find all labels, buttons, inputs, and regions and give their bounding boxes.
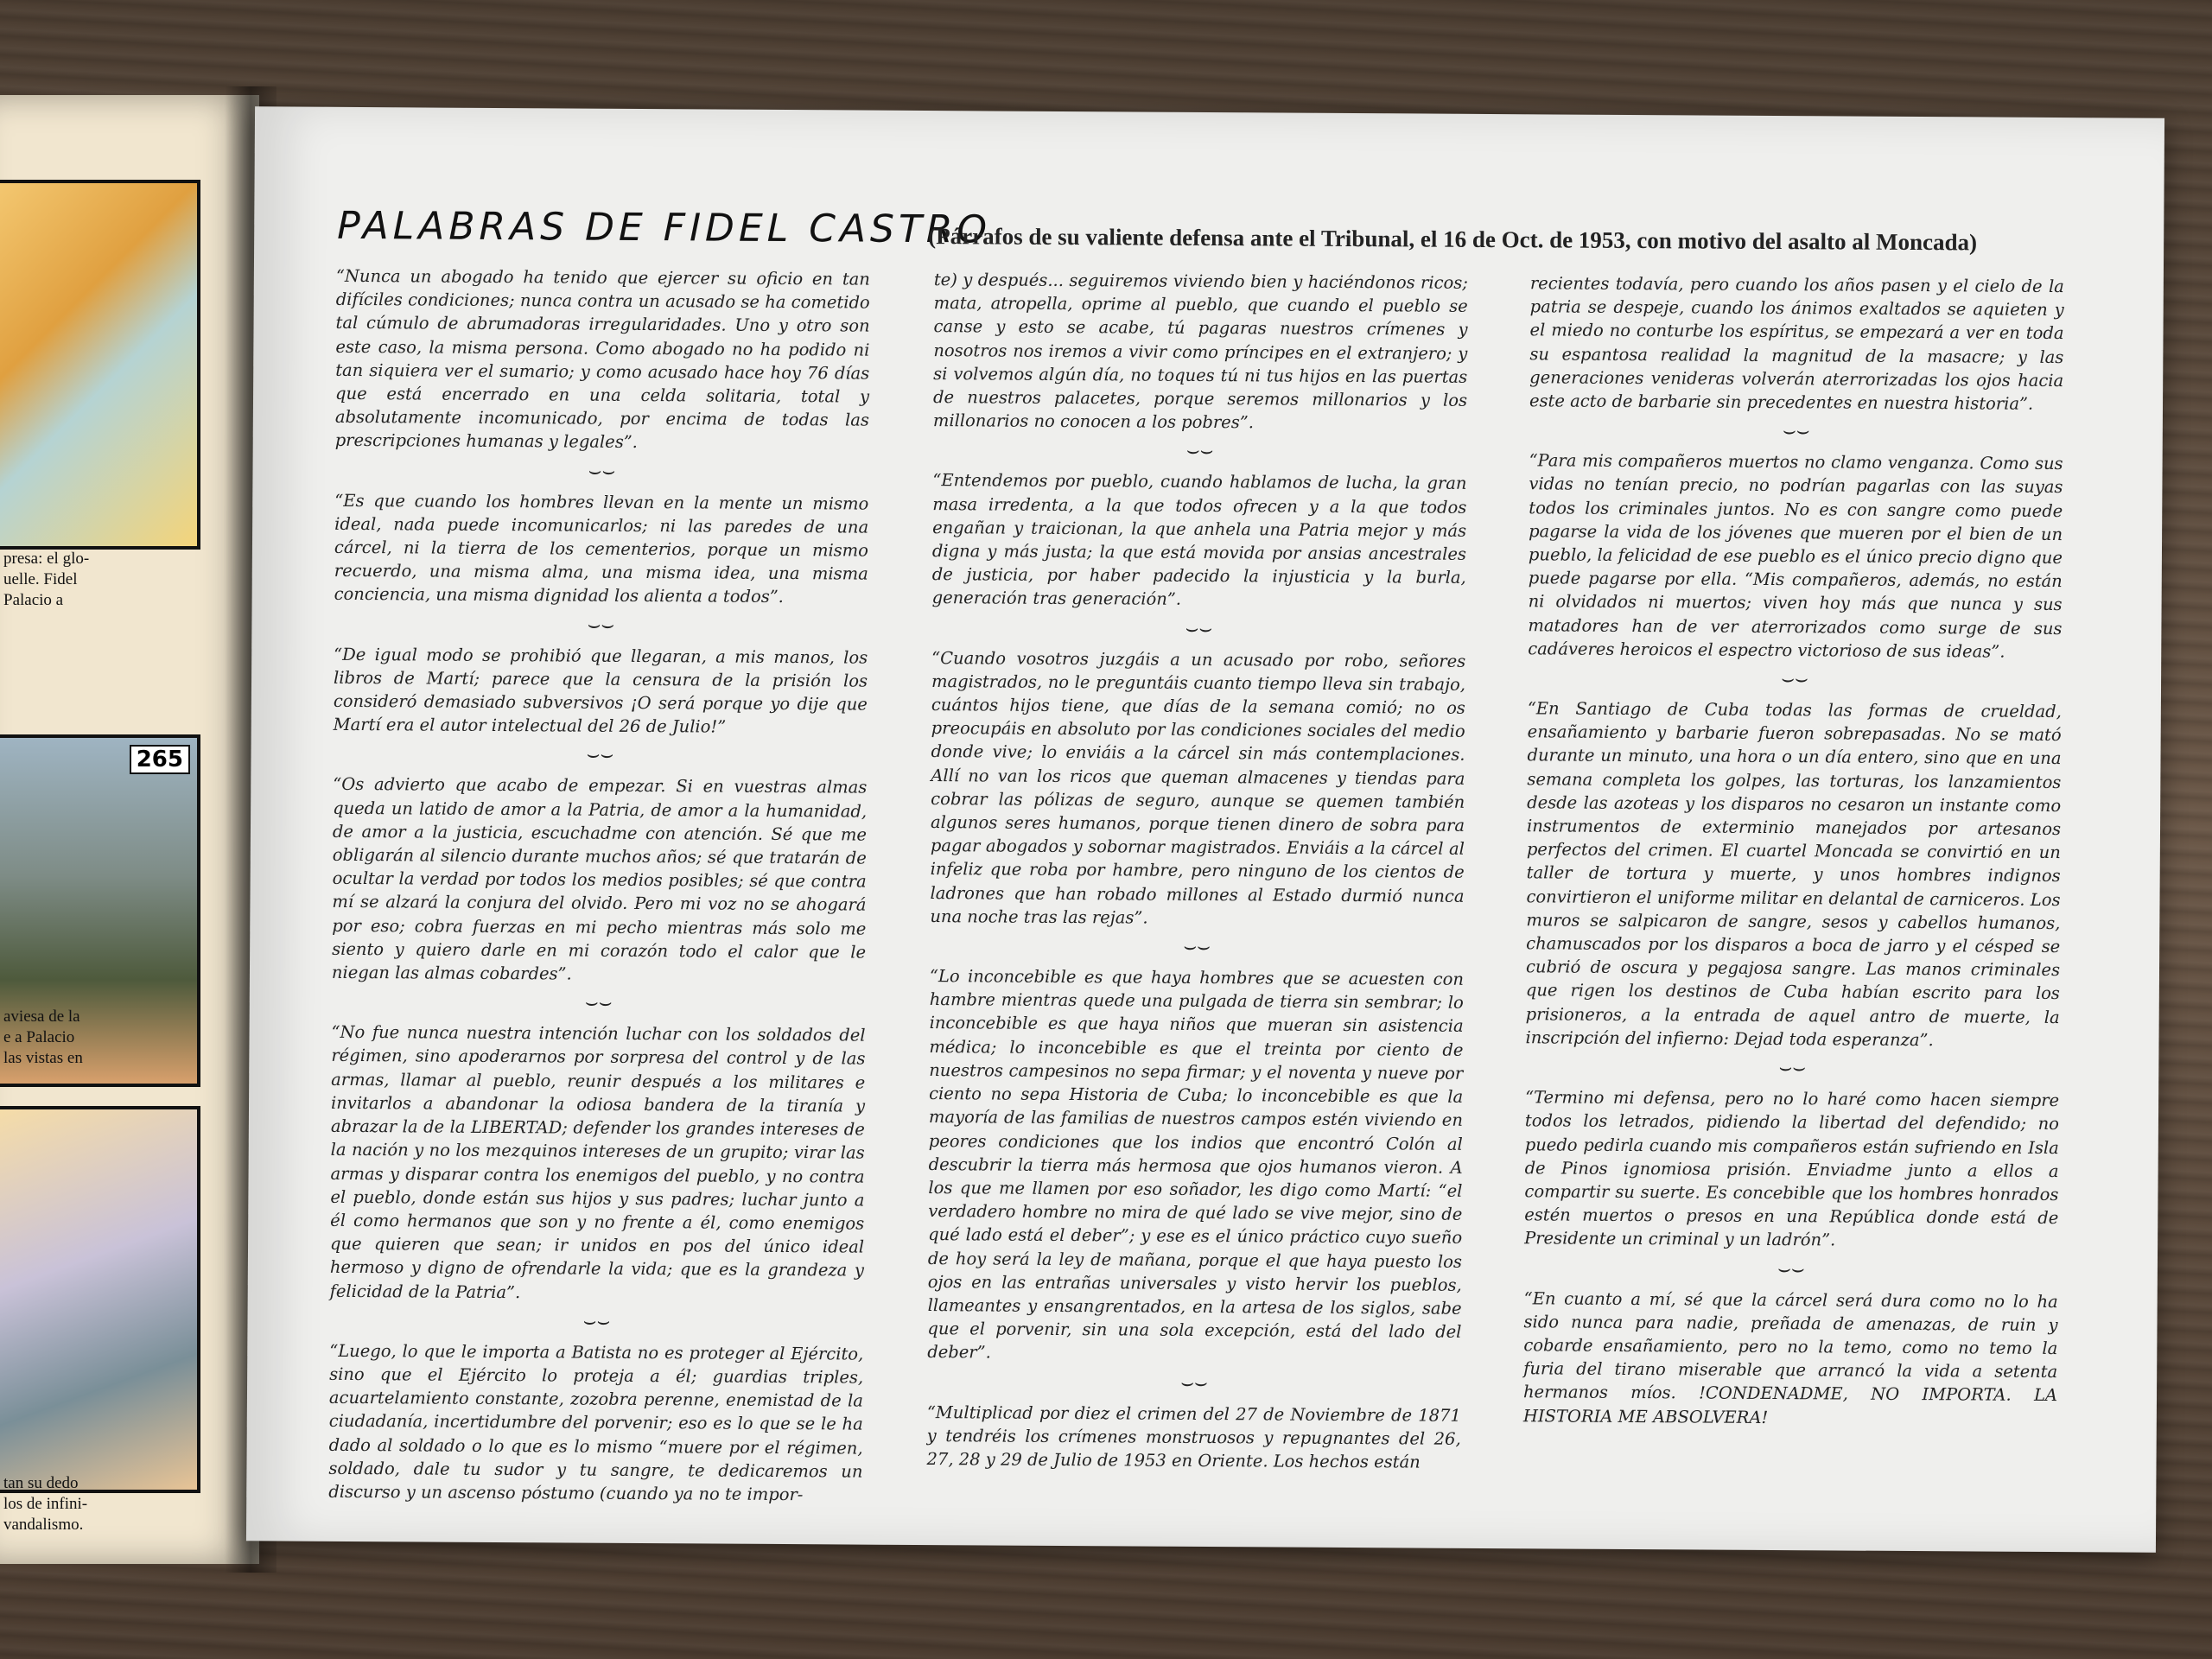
paragraph: te) y después... seguiremos viviendo bien y haciéndonos ricos; mata, atropella, oprime al pueblo, que cuando el pueblo se canse y esto se acabe, tú pagaras nuestros crímenes y nosotros nos iremos a vivir como príncipes en el extranjero; y si volvemos algún día, no toques tú ni tus hijos en las puertas de nuestros palacetes, porque seremos millonarios y los millonarios no conocen a los pobres”. <box>932 270 1468 433</box>
separator-icon: ⌣⌣ <box>1778 1055 1807 1080</box>
separator-icon: ⌣⌣ <box>587 612 615 637</box>
paragraph: “Nunca un abogado ha tenido que ejercer su oficio en tan difíciles condiciones; nunca contra un acusado se ha cometido tal cúmulo de abrumadoras irregularidades. Uno y otro son este caso, la misma persona. Como abogado no ha podido ni tan siquiera ver el sumario; y como acusado hace hoy 76 días que está encerrado en una celda solitaria, total y absolutamente incomunicado, por encima de todas las prescripciones humanas y legales”. <box>334 265 870 453</box>
paragraph: “Luego, lo que le importa a Batista no es proteger al Ejército, sino que el Ejército lo proteja a él; guardias triples, acuartelamiento constante, zozobra perenne, enemistad de la ciudadanía, incertidumbre del porvenir; eso es lo que se le ha dado al soldado o lo que es lo mismo “muere por el régimen, soldado, dale tu sudor y tu sangre, te dedicaremos un discurso y un ascenso póstumo (cuando ya no te impor- <box>328 1340 864 1505</box>
paragraph: “En Santiago de Cuba todas las formas de crueldad, ensañamiento y barbarie fueron sobrepasadas. No se mató durante un minuto, una hora o un día entero, sino que en una semana completa los golpes, las torturas, los lanzamientos desde las azoteas y los disparos no cesaron un instante como instrumentos de exterminio manejados por artesanos perfectos del crimen. El cuartel Moncada se convirtió en un taller de tortura y muerte, y unos hombres indignos convirtieron el uniforme militar en delantal de carniceros. Los muros se salpicaron de sangre, sesos y cabellos humanos, chamuscados por los disparos a boca de jarro y el césped se cubrió de oscura y pegajosa sangre. Las manos criminales que rigen los destinos de Cuba habían escrito para los prisioneros, a la entrada de aquel antro de muerte, la inscripción del infierno: Dejad toda esperanza”. <box>1525 698 2062 1051</box>
comic-panel-3 <box>0 1106 200 1493</box>
text-column-3 <box>1523 271 2064 1430</box>
paragraph: “Cuando vosotros juzgáis a un acusado por robo, señores magistrados, no le preguntáis cuanto tiempo lleva sin trabajo, cuántos hijos tiene, que días de la semana comió; no os preocupáis en absoluto por las condiciones sociales del medio donde vive; lo enviáis a la cárcel sin más contemplaciones. Allí no van los ricos que queman almacenes y tiendas para cobrar las pólizas de seguro, aunque se quemen también algunos seres humanos, porque tienen dinero de sobra para pagar abogados y sobornar magistrados. Enviáis a la cárcel al infeliz que roba por hambre, pero ninguno de los cientos de ladrones que han robado millones al Estado durmió nunca una noche tras las rejas”. <box>930 647 1466 928</box>
paragraph: “Os advierto que acabo de empezar. Si en vuestras almas queda un latido de amor a la Patria, de amor a la humanidad, de amor a la justicia, escuchadme con atención. Sé que me obligarán al silencio durante muchos años; sé que tratarán de ocultar la verdad por todos los medios posibles; sé que contra mí se alzará la conjura del olvido. Pero mi voz no se ahogará por eso; cobra fuerzas en mi pecho mientras más solo me siento y quiero darle en mi corazón todo el calor que le niegan las almas cobardes”. <box>331 774 868 984</box>
paragraph: “De igual modo se prohibió que llegaran, a mis manos, los libros de Martí; parece que la censura de la prisión los consideró demasiado subversivos ¡O será porque yo dije que Martí era el autor intelectual del 26 de Julio!” <box>333 644 868 737</box>
document-page <box>246 106 2164 1552</box>
separator-icon: ⌣⌣ <box>1183 933 1211 959</box>
comic-panel-1 <box>0 180 200 550</box>
paragraph: “Es que cuando los hombres llevan en la mente un mismo ideal, nada puede incomunicarlos; ni las paredes de una cárcel, ni la tierra de los cementerios, porque un mismo recuerdo, una misma alma, una misma idea, una misma conciencia, una misma dignidad los alienta a todos”. <box>334 490 869 607</box>
paragraph: “Multiplicad por diez el crimen del 27 de Noviembre de 1871 y tendréis los crímenes monstruosos y repugnantes del 26, 27, 28 y 29 de Julio de 1953 en Oriente. Los hechos están <box>926 1402 1461 1472</box>
separator-icon: ⌣⌣ <box>1180 1370 1208 1395</box>
panel-number: 265 <box>130 745 190 774</box>
comic-caption-2: aviesa de la e a Palacio las vistas en <box>3 1007 83 1067</box>
separator-icon: ⌣⌣ <box>1777 1255 1805 1281</box>
separator-icon: ⌣⌣ <box>1185 438 1214 463</box>
separator-icon: ⌣⌣ <box>1185 615 1213 640</box>
separator-icon: ⌣⌣ <box>586 742 614 767</box>
paragraph: “En cuanto a mí, sé que la cárcel será dura como no lo ha sido nunca para nadie, preñada de amenazas, de ruin y cobarde ensañamiento, pero no la temo, como no temo la furia del tirano miserable que arrancó la vida a setenta hermanos míos. !CONDENADME, NO IMPORTA. LA HISTORIA ME ABSOLVERA! <box>1522 1287 2058 1427</box>
separator-icon: ⌣⌣ <box>582 1308 611 1333</box>
paragraph: “Entendemos por pueblo, cuando hablamos de lucha, la gran masa irredenta, a la que todos ofrecen y a la que todos engañan y traicionan, la que anhela una Patria mejor y más digna y más justa; la que está movida por ansias ancestrales de justicia, por haber padecido la injusticia y la burla, generación tras generación”. <box>931 470 1467 610</box>
comic-caption-3: tan su dedo los de infini- vandalismo. <box>3 1474 88 1534</box>
separator-icon: ⌣⌣ <box>1782 418 1810 443</box>
paragraph: “No fue nunca nuestra intención luchar con los soldados del régimen, sino apoderarnos por sorpresa del control y de las armas, llamar al pueblo, reunir después a los militares e invitarlos a abandonar la odiosa bandera de la tiranía y abrazar la de la LIBERTAD; defender los grandes intereses de la nación y no los mezquinos intereses de un grupito; virar las armas y disparar contra los enemigos del pueblo, y no contra el pueblo, donde están sus hijos y sus padres; luchar junto a él como hermanos que son y no frente a él, como enemigos que quieren que sean; ir unidos en pos del único ideal hermoso y digno de ofrendarle la vida; que es la grandeza y felicidad de la Patria”. <box>329 1022 866 1302</box>
page-subtitle: (Párrafos de su valiente defensa ante el Tribunal, el 16 de Oct. de 1953, con motivo del asalto al Moncada) <box>928 223 1978 256</box>
paragraph: recientes todavía, pero cuando los años pasen y el cielo de la patria se despeje, cuando los ánimos exaltados se aquieten y el miedo no conturbe los espíritus, se empezará a ver en toda su espantosa realidad la magnitud de la masacre; y las generaciones venideras volverán aterrorizadas los ojos hacia este acto de barbarie sin precedentes en nuestra historia”. <box>1529 273 2064 414</box>
comic-caption-1: presa: el glo- uelle. Fidel Palacio a <box>3 550 90 609</box>
text-column-2 <box>926 268 1467 1474</box>
separator-icon: ⌣⌣ <box>584 989 613 1015</box>
text-column-1 <box>328 264 870 1507</box>
separator-icon: ⌣⌣ <box>1781 666 1808 691</box>
paragraph: “Lo inconcebible es que haya hombres que se acuesten con hambre mientras quede una pulgada de tierra sin sembrar; lo inconcebible es que haya niños que mueran sin asistencia médica; lo inconcebible es que el treinta por ciento de nuestros campesinos no sepa firmar; y el noventa y nueve por ciento no sepa Historia de Cuba; lo inconcebible es que la mayoría de las familias de nuestros campos estén viviendo en peores condiciones que los indios que encontró Colón al descubrir la tierra más hermosa que ojos humanos vieron. A los que me llamen por eso soñador, les digo como Martí: “el verdadero hombre no mira de qué lado se vive mejor, sino de qué lado está el deber”; y ese es el único práctico cuyo sueño de hoy será la ley de mañana, porque el que haya puesto los ojos en las entrañas universales y visto hervir los pueblos, llameantes y ensangrentados, en la artesa de los siglos, sabe que el porvenir, sin una sola excepción, está del lado del deber”. <box>927 966 1465 1363</box>
separator-icon: ⌣⌣ <box>588 458 616 483</box>
left-page <box>0 95 259 1564</box>
paragraph: “Para mis compañeros muertos no clamo venganza. Como sus vidas no tenían precio, no podrían pagarlas con las suyas todos los criminales juntos. No es con sangre como puede pagarse la vida de los jóvenes que mueren por el bien de un pueblo, la felicidad de ese pueblo es el único precio digno que puede pagarse por ella. “Mis compañeros, además, no están ni olvidados ni muertos; viven hoy más que nunca y sus matadores han de ver aterrorizados como surge de sus cadáveres heroicos el espectro victorioso de sus ideas”. <box>1528 450 2063 662</box>
page-title: PALABRAS DE FIDEL CASTRO <box>337 203 992 252</box>
paragraph: “Termino mi defensa, pero no lo haré como hacen siempre todos los letrados, pidiendo la libertad del defendido; no puedo pedirla cuando mis compañeros están sufriendo en Isla de Pinos ignomiosa prisión. Enviadme junto a ellos a compartir su suerte. Es concebible que los hombres honrados estén muertos o presos en una República donde está de Presidente un criminal y un ladrón”. <box>1524 1087 2060 1250</box>
